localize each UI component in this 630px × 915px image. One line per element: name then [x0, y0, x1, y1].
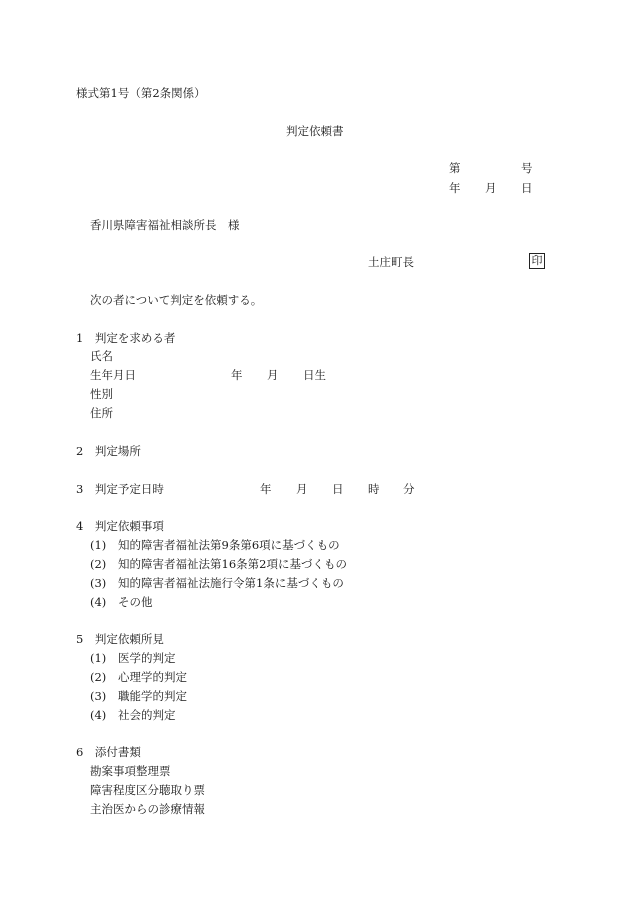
finding-item-number: (1) [90, 651, 107, 665]
dob-label: 生年月日 [90, 368, 136, 382]
request-item-text: 知的障害者福祉法第16条第2項に基づくもの [118, 557, 347, 571]
request-item-text: 知的障害者福祉法第9条第6項に基づくもの [118, 538, 340, 552]
schedule-month: 月 [296, 482, 308, 496]
attachment-item: 障害程度区分聴取り票 [90, 783, 205, 797]
addressee: 香川県障害福祉相談所長 様 [90, 218, 240, 232]
finding-item-number: (4) [90, 708, 107, 722]
schedule-hour: 時 [368, 482, 380, 496]
doc-date-day: 日 [521, 181, 533, 195]
section-4-heading: 4 判定依頼事項 [76, 519, 164, 533]
section-1-heading: 1 判定を求める者 [76, 331, 176, 345]
request-item-number: (2) [90, 557, 107, 571]
schedule-day: 日 [332, 482, 344, 496]
section-3-heading: 3 判定予定日時 [76, 482, 164, 496]
doc-date-year: 年 [449, 181, 461, 195]
doc-number-suffix: 号 [521, 161, 533, 175]
sender: 土庄町長 [368, 255, 414, 269]
document-title: 判定依頼書 [286, 124, 344, 138]
form-label: 様式第1号（第2条関係） [76, 86, 206, 100]
request-item-text: 知的障害者福祉法施行令第1条に基づくもの [118, 576, 344, 590]
dob-month: 月 [267, 368, 279, 382]
schedule-minute: 分 [403, 482, 415, 496]
seal-stamp: 印 [529, 253, 545, 269]
request-item-text: その他 [118, 595, 153, 609]
section-6-heading: 6 添付書類 [76, 745, 141, 759]
finding-item-number: (2) [90, 670, 107, 684]
doc-number-prefix: 第 [449, 161, 461, 175]
sex-label: 性別 [90, 387, 113, 401]
doc-date-month: 月 [485, 181, 497, 195]
section-2-heading: 2 判定場所 [76, 444, 141, 458]
request-item-number: (3) [90, 576, 107, 590]
finding-item-number: (3) [90, 689, 107, 703]
finding-item-text: 職能学的判定 [118, 689, 187, 703]
intro-text: 次の者について判定を依頼する。 [90, 293, 263, 307]
attachment-item: 主治医からの診療情報 [90, 802, 205, 816]
address-label: 住所 [90, 406, 113, 420]
finding-item-text: 医学的判定 [118, 651, 176, 665]
dob-day: 日生 [303, 368, 326, 382]
schedule-year: 年 [260, 482, 272, 496]
request-item-number: (1) [90, 538, 107, 552]
section-5-heading: 5 判定依頼所見 [76, 632, 164, 646]
attachment-item: 勘案事項整理票 [90, 764, 171, 778]
finding-item-text: 心理学的判定 [118, 670, 187, 684]
request-item-number: (4) [90, 595, 107, 609]
finding-item-text: 社会的判定 [118, 708, 176, 722]
dob-year: 年 [231, 368, 243, 382]
name-label: 氏名 [90, 349, 113, 363]
